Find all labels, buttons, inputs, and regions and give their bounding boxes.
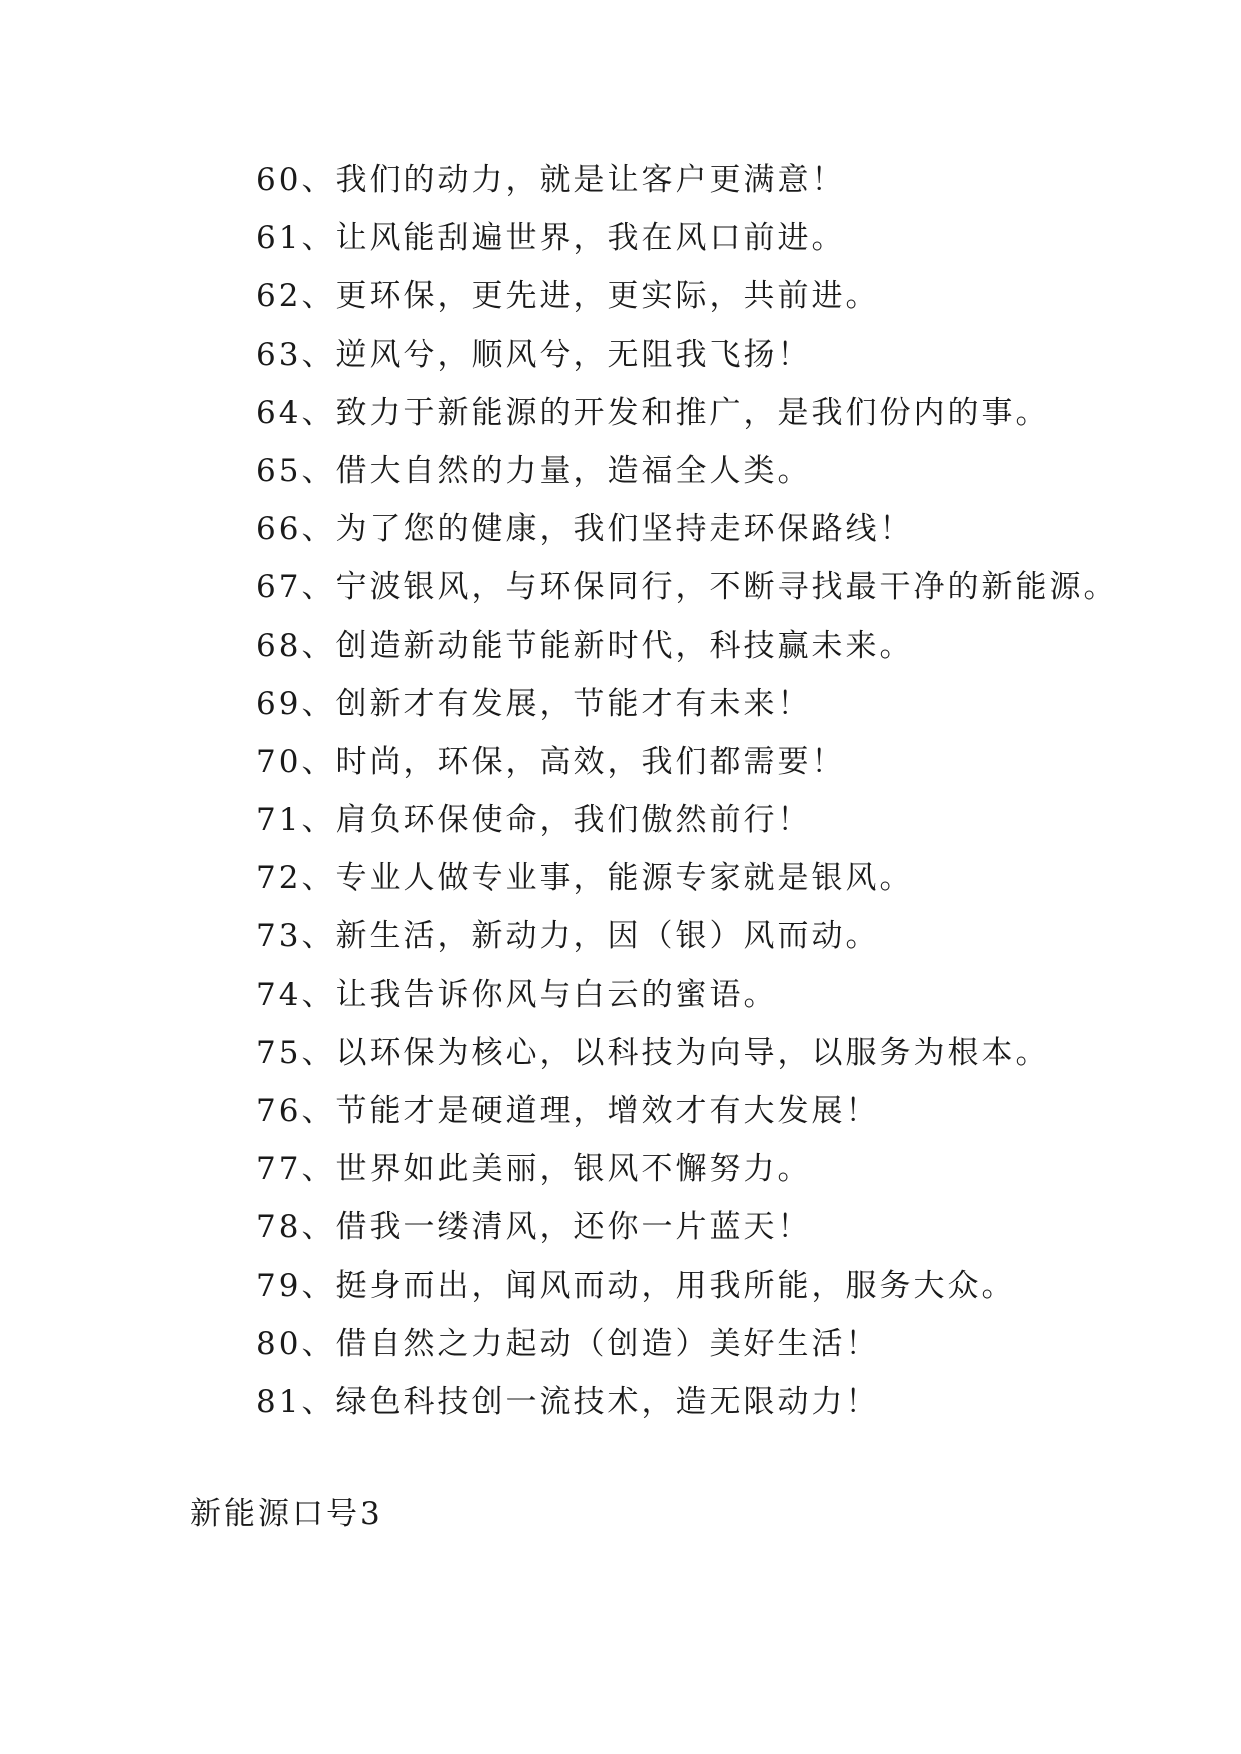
list-item: 70、时尚，环保，高效，我们都需要！ [256, 743, 846, 780]
list-item: 79、挺身而出，闻风而动，用我所能，服务大众。 [256, 1267, 1016, 1304]
list-item: 73、新生活，新动力，因（银）风而动。 [256, 918, 880, 955]
list-item: 60、我们的动力，就是让客户更满意！ [256, 162, 846, 198]
list-item: 76、节能才是硬道理，增效才有大发展！ [256, 1093, 880, 1129]
list-item: 69、创新才有发展，节能才有未来！ [256, 685, 812, 722]
list-item: 74、让我告诉你风与白云的蜜语。 [256, 976, 778, 1013]
list-item: 63、逆风兮，顺风兮，无阻我飞扬！ [256, 336, 812, 373]
list-item: 61、让风能刮遍世界，我在风口前进。 [256, 220, 846, 257]
list-item: 77、世界如此美丽，银风不懈努力。 [256, 1151, 812, 1188]
list-item: 65、借大自然的力量，造福全人类。 [256, 452, 812, 489]
list-item: 80、借自然之力起动（创造）美好生活！ [256, 1325, 880, 1362]
list-item: 62、更环保，更先进，更实际，共前进。 [256, 278, 880, 315]
list-item: 68、创造新动能节能新时代，科技赢未来。 [256, 627, 914, 664]
slogan-list [256, 160, 1156, 1440]
list-item: 64、致力于新能源的开发和推广，是我们份内的事。 [256, 394, 1050, 431]
list-item: 66、为了您的健康，我们坚持走环保路线！ [256, 511, 914, 548]
list-item: 81、绿色科技创一流技术，造无限动力！ [256, 1383, 880, 1420]
list-item: 72、专业人做专业事，能源专家就是银风。 [256, 860, 914, 897]
list-item: 75、以环保为核心，以科技为向导，以服务为根本。 [256, 1034, 1050, 1071]
section-heading: 新能源口号3 [190, 1496, 383, 1532]
list-item: 78、借我一缕清风，还你一片蓝天！ [256, 1209, 812, 1246]
list-item: 71、肩负环保使命，我们傲然前行！ [256, 802, 812, 839]
list-item: 67、宁波银风，与环保同行，不断寻找最干净的新能源。 [256, 569, 1118, 606]
